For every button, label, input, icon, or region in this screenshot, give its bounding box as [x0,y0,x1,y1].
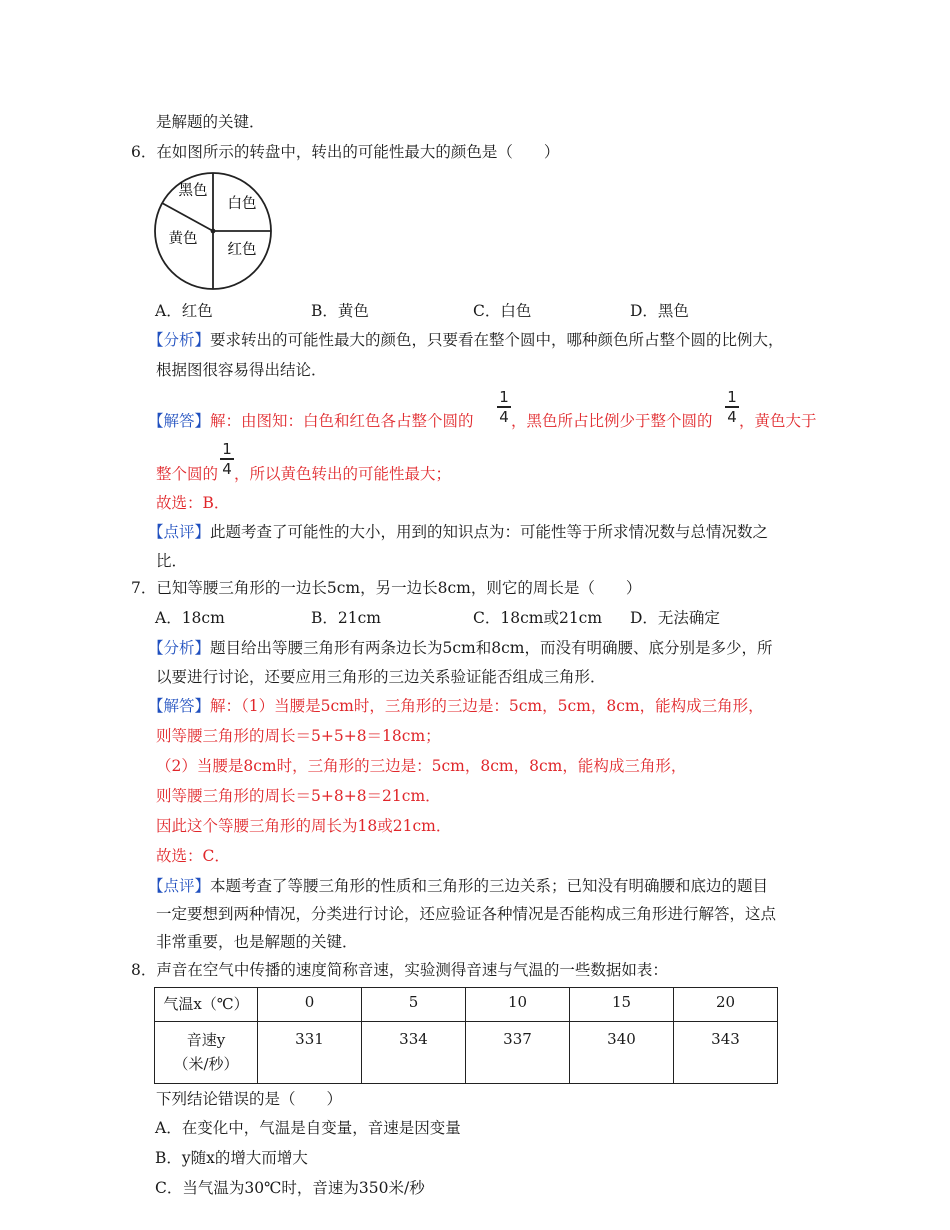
table-cell: 15 [570,988,674,1022]
q7-option-a: A．18cm [155,609,225,627]
table-cell: 343 [674,1022,778,1084]
analysis-tag: 【分析】 [148,331,211,349]
q7-answer-line-4: 则等腰三角形的周长＝5+8+8＝21cm． [156,787,441,805]
q7-choice: 故选：C． [156,847,230,865]
spinner-center [211,229,216,234]
q8-question: 下列结论错误的是（ ） [156,1090,343,1108]
q7-comment-line-1: 【点评】本题考查了等腰三角形的性质和三角形的三边关系；已知没有明确腰和底边的题目 [148,877,769,895]
q7-comment-line-2: 一定要想到两种情况，分类进行讨论，还应验证各种情况是否能构成三角形进行解答，这点 [156,905,777,923]
spinner-figure [150,168,276,294]
table-header-temperature: 气温x（℃） [155,988,258,1022]
analysis-tag: 【分析】 [148,639,211,657]
comment-tag: 【点评】 [148,877,211,895]
q6-answer-line-2: 整个圆的 [156,465,219,483]
spinner-label-black: 黑色 [178,183,208,199]
q6-option-a: A．红色 [155,302,213,320]
table-cell: 334 [362,1022,466,1084]
q8-option-b: B．y随x的增大而增大 [155,1149,308,1167]
table-cell: 20 [674,988,778,1022]
q8-option-c: C．当气温为30℃时，音速为350米/秒 [155,1179,425,1197]
q7-option-d: D．无法确定 [630,609,720,627]
q7-option-c: C．18cm或21cm [473,609,603,627]
q6-option-c: C．白色 [473,302,532,320]
table-row [155,988,778,1022]
q6-option-b: B．黄色 [311,302,369,320]
q7-answer-line-5: 因此这个等腰三角形的周长为18或21cm． [156,817,452,835]
table-header-speed: 音速y （米/秒） [155,1022,258,1084]
q6-choice: 故选：B． [156,494,230,512]
table-cell: 337 [466,1022,570,1084]
q7-comment-line-3: 非常重要，也是解题的关键． [156,933,358,951]
q7-analysis-line-2: 以要进行讨论，还要应用三角形的三边关系验证能否组成三角形． [156,668,606,686]
q7-answer-line-1: 【解答】解：（1）当腰是5cm时，三角形的三边是：5cm，5cm，8cm，能构成三角形， [148,697,764,715]
q6-analysis-line-1: 【分析】要求转出的可能性最大的颜色，只要看在整个圆中，哪种颜色所占整个圆的比例大， [148,331,784,349]
speed-temperature-table [154,987,778,1084]
fraction-one-quarter: 1 4 [497,389,511,425]
previous-answer-end: 是解题的关键． [156,113,265,131]
q8-option-a: A．在变化中，气温是自变量，音速是因变量 [155,1119,461,1137]
answer-tag: 【解答】 [148,412,211,430]
q7-answer-line-2: 则等腰三角形的周长＝5+5+8＝18cm； [156,727,441,745]
q7-answer-line-3: （2）当腰是8cm时，三角形的三边是：5cm，8cm，8cm，能构成三角形， [156,757,687,775]
table-cell: 340 [570,1022,674,1084]
q7-option-b: B．21cm [311,609,381,627]
fraction-one-quarter: 1 4 [725,389,739,425]
q6-stem: 6．在如图所示的转盘中，转出的可能性最大的颜色是（ ） [131,143,560,161]
q6-option-d: D．黑色 [630,302,689,320]
table-cell: 0 [258,988,362,1022]
spinner-label-yellow: 黄色 [168,231,198,247]
table-cell: 5 [362,988,466,1022]
table-row [155,1022,778,1084]
q6-answer-line-1c: ，黄色大于 [739,412,817,430]
q6-comment-line-2: 比． [156,552,188,570]
q6-comment-line-1: 【点评】此题考查了可能性的大小，用到的知识点为：可能性等于所求情况数与总情况数之 [148,523,769,541]
table-cell: 331 [258,1022,362,1084]
comment-tag: 【点评】 [148,523,211,541]
q7-analysis-line-1: 【分析】题目给出等腰三角形有两条边长为5cm和8cm，而没有明确腰、底分别是多少，所 [148,639,773,657]
fraction-one-quarter: 1 4 [220,441,234,477]
table-cell: 10 [466,988,570,1022]
q6-answer-line-1b: ，黑色所占比例少于整个圆的 [511,412,713,430]
spinner-label-red: 红色 [227,242,257,258]
q6-answer-line-1: 【解答】解：由图知：白色和红色各占整个圆的 [148,412,474,430]
answer-tag: 【解答】 [148,697,211,715]
q7-stem: 7．已知等腰三角形的一边长5cm，另一边长8cm，则它的周长是（ ） [131,579,642,597]
q8-stem: 8．声音在空气中传播的速度简称音速，实验测得音速与气温的一些数据如表： [131,961,668,979]
q6-analysis-line-2: 根据图很容易得出结论． [156,361,327,379]
q6-answer-line-2b: ，所以黄色转出的可能性最大； [234,465,452,483]
spinner-label-white: 白色 [227,196,257,212]
